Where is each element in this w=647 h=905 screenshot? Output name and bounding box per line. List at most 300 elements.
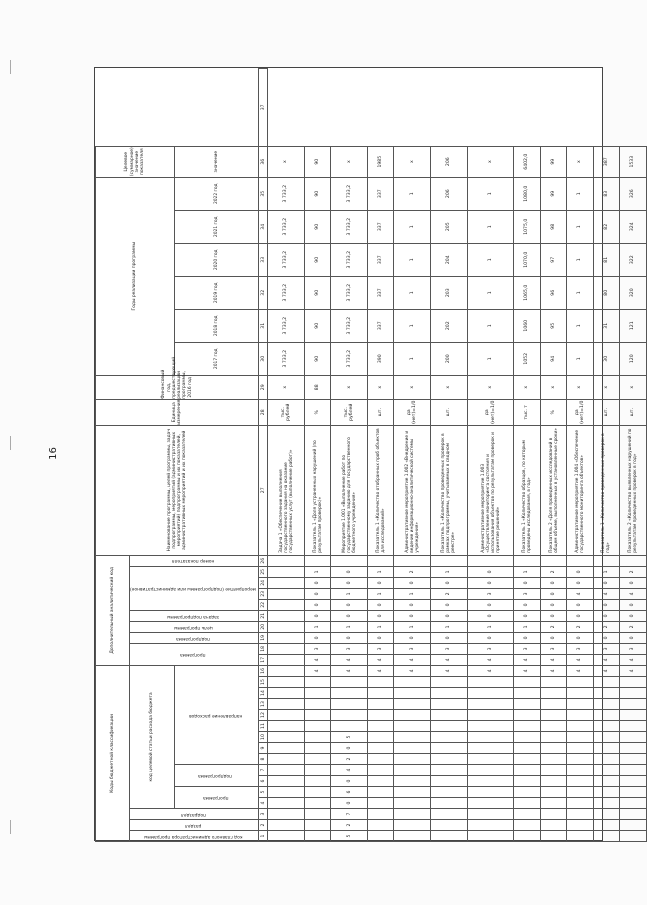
code-cell: 4 <box>514 665 540 676</box>
code-cell <box>367 688 393 699</box>
row-unit: тыс. рублей <box>331 399 368 425</box>
row-name: Административное мероприятие 1.003 «Осуществление мониторинга состояния и использования объектов по результатам проверок и принятие решений» <box>467 425 514 555</box>
row-name: Показатель 1 «Количество проведенных проверок в год» <box>593 425 619 555</box>
code-cell <box>431 820 468 831</box>
header-text: раздел <box>184 822 202 828</box>
code-cell: 4 <box>620 665 647 676</box>
row-year-value: 206 <box>431 177 468 210</box>
row-year-value: 80 <box>593 276 619 309</box>
code-cell: 0 <box>304 588 330 599</box>
code-cell <box>567 820 593 831</box>
column-number: 31 <box>259 309 268 342</box>
code-cell: 4 <box>540 654 566 665</box>
row-year-value: 1 <box>394 276 431 309</box>
header-cell: Единица измерения <box>96 399 259 425</box>
code-cell <box>620 754 647 765</box>
code-cell <box>467 809 514 820</box>
code-cell: 1 <box>367 566 393 577</box>
row-financial-year: х <box>367 375 393 399</box>
row-name: Административное мероприятие 1.002 «Внедрение и ведение информационно-аналитической системы учреждения» <box>394 425 431 555</box>
code-cell <box>394 820 431 831</box>
code-cell <box>620 721 647 732</box>
column-number: 35 <box>259 177 268 210</box>
code-cell <box>394 699 431 710</box>
year-header: 2017 год <box>174 342 259 375</box>
row-year-value: 90 <box>304 177 330 210</box>
code-cell: 0 <box>304 577 330 588</box>
code-cell: 0 <box>467 632 514 643</box>
row-year-value: 1 <box>467 342 514 375</box>
code-cell <box>593 677 619 688</box>
row-year-value: 1052 <box>514 342 540 375</box>
row-year-value: 1 <box>394 177 431 210</box>
code-cell: 5 <box>331 732 368 743</box>
row-name: Административное мероприятие 1.004 «Обеспечение государственного мониторинга объектов» <box>567 425 593 555</box>
code-cell <box>268 555 305 566</box>
code-cell: 0 <box>431 632 468 643</box>
code-cell <box>567 831 593 842</box>
column-number: 21 <box>259 610 268 621</box>
code-cell: 0 <box>431 610 468 621</box>
code-cell: 4 <box>367 665 393 676</box>
row-year-value: 1 <box>567 177 593 210</box>
code-cell <box>304 699 330 710</box>
code-cell: 0 <box>467 599 514 610</box>
column-number: 7 <box>259 765 268 776</box>
code-cell <box>540 809 566 820</box>
code-cell: 4 <box>467 665 514 676</box>
code-cell <box>367 732 393 743</box>
code-cell: 0 <box>367 610 393 621</box>
code-cell <box>367 831 393 842</box>
code-cell <box>567 809 593 820</box>
column-number: 19 <box>259 632 268 643</box>
row-year-value: 337 <box>367 243 393 276</box>
code-cell <box>593 831 619 842</box>
code-cell <box>268 699 305 710</box>
code-cell <box>431 677 468 688</box>
header-text: номер показателя <box>171 558 215 564</box>
code-cell: 3 <box>593 643 619 654</box>
row-year-value: 203 <box>431 276 468 309</box>
code-cell: 0 <box>331 599 368 610</box>
row-year-value: 1 <box>567 210 593 243</box>
code-cell: 0 <box>540 632 566 643</box>
code-cell: 0 <box>593 610 619 621</box>
margin-mark <box>10 60 11 74</box>
code-cell: 0 <box>331 798 368 809</box>
row-target: 90 <box>304 146 330 177</box>
code-cell <box>593 555 619 566</box>
code-cell: 0 <box>304 632 330 643</box>
code-cell: 4 <box>331 665 368 676</box>
row-year-value: 90 <box>304 309 330 342</box>
code-cell: 4 <box>304 665 330 676</box>
code-cell: 0 <box>514 632 540 643</box>
code-cell <box>367 787 393 798</box>
code-cell: 0 <box>593 577 619 588</box>
code-cell: 1 <box>394 588 431 599</box>
header-cell <box>130 831 259 842</box>
column-number: 18 <box>259 643 268 654</box>
code-cell: 1 <box>367 588 393 599</box>
code-cell: 0 <box>514 610 540 621</box>
column-number: 34 <box>259 210 268 243</box>
row-year-value: 324 <box>620 210 647 243</box>
code-cell: 1 <box>394 621 431 632</box>
code-cell <box>593 809 619 820</box>
code-cell <box>268 677 305 688</box>
code-cell <box>394 787 431 798</box>
code-cell <box>268 798 305 809</box>
code-cell <box>467 721 514 732</box>
row-year-value: 3 733,2 <box>268 342 305 375</box>
code-cell: 4 <box>367 654 393 665</box>
program-table <box>95 68 647 842</box>
margin-mark <box>10 436 11 450</box>
row-year-value: 98 <box>540 210 566 243</box>
code-cell: 0 <box>593 599 619 610</box>
year-header: 2020 год <box>174 243 259 276</box>
table-row <box>567 69 593 842</box>
code-cell <box>394 765 431 776</box>
row-unit: да (нет)=1/0 <box>467 399 514 425</box>
code-cell: 3 <box>394 643 431 654</box>
code-cell: 1 <box>514 621 540 632</box>
code-cell <box>467 787 514 798</box>
row-target: х <box>467 146 514 177</box>
code-cell <box>268 643 305 654</box>
code-cell: 2 <box>540 566 566 577</box>
code-cell <box>304 831 330 842</box>
code-cell <box>304 677 330 688</box>
code-cell <box>467 677 514 688</box>
header-text: программа <box>202 795 229 801</box>
column-number: 24 <box>259 577 268 588</box>
header-cell <box>174 765 259 787</box>
row-year-value: 1 <box>567 276 593 309</box>
code-cell: 0 <box>367 599 393 610</box>
numbering-row <box>259 69 268 842</box>
row-year-value: 3 733,2 <box>331 210 368 243</box>
code-cell: 0 <box>514 577 540 588</box>
code-cell <box>467 820 514 831</box>
code-cell: 0 <box>620 610 647 621</box>
code-cell <box>514 721 540 732</box>
table-row <box>394 69 431 842</box>
code-cell <box>567 743 593 754</box>
row-year-value: 3 733,2 <box>268 309 305 342</box>
table-row <box>367 69 393 842</box>
row-year-value: 205 <box>431 210 468 243</box>
code-cell <box>514 820 540 831</box>
code-cell <box>467 699 514 710</box>
row-year-value: 1 <box>567 342 593 375</box>
code-cell <box>431 831 468 842</box>
row-financial-year: х <box>431 375 468 399</box>
code-cell <box>367 721 393 732</box>
code-cell <box>367 754 393 765</box>
code-cell: 3 <box>540 643 566 654</box>
row-target: 99 <box>540 146 566 177</box>
code-cell: 4 <box>331 654 368 665</box>
code-cell <box>431 743 468 754</box>
table-row <box>304 69 330 842</box>
code-cell <box>514 743 540 754</box>
code-cell <box>268 599 305 610</box>
code-cell <box>431 732 468 743</box>
header-row <box>96 69 130 842</box>
code-cell <box>268 632 305 643</box>
code-cell: 3 <box>620 643 647 654</box>
code-cell <box>593 710 619 721</box>
table-row <box>431 69 468 842</box>
code-cell: 0 <box>331 743 368 754</box>
code-cell <box>268 732 305 743</box>
row-name: Показатель 2 «Доля проведенных исследований в общем объеме, выполненных в установленные сроки» <box>540 425 566 555</box>
code-cell <box>540 677 566 688</box>
code-cell: 1 <box>304 621 330 632</box>
row-financial-year: х <box>593 375 619 399</box>
code-cell <box>540 787 566 798</box>
row-unit: шт. <box>367 399 393 425</box>
code-cell <box>567 721 593 732</box>
row-year-value: 3 733,2 <box>268 210 305 243</box>
table-row <box>467 69 514 842</box>
code-cell <box>304 732 330 743</box>
column-number: 33 <box>259 243 268 276</box>
code-cell <box>620 699 647 710</box>
code-cell <box>394 732 431 743</box>
header-cell <box>174 665 259 764</box>
code-cell <box>593 820 619 831</box>
code-cell: 0 <box>593 632 619 643</box>
code-cell <box>567 754 593 765</box>
column-number: 22 <box>259 599 268 610</box>
row-year-value: 94 <box>540 342 566 375</box>
code-cell <box>540 721 566 732</box>
code-cell: 2 <box>620 621 647 632</box>
code-cell: 1 <box>431 566 468 577</box>
code-cell <box>514 809 540 820</box>
column-number: 12 <box>259 710 268 721</box>
code-cell <box>431 787 468 798</box>
code-cell <box>268 809 305 820</box>
row-financial-year: х <box>467 375 514 399</box>
code-cell: 4 <box>431 654 468 665</box>
code-cell <box>331 555 368 566</box>
code-cell <box>467 688 514 699</box>
row-name: Показатель 1 «Количество образцов, по которым проведены исследования, в год» <box>514 425 540 555</box>
code-cell <box>540 732 566 743</box>
row-year-value: 99 <box>540 177 566 210</box>
code-cell: 0 <box>304 610 330 621</box>
column-number: 1 <box>259 831 268 842</box>
column-number: 5 <box>259 787 268 798</box>
code-cell <box>620 831 647 842</box>
code-cell <box>467 743 514 754</box>
header-cell <box>130 555 259 566</box>
code-cell <box>268 820 305 831</box>
code-cell: 1 <box>367 621 393 632</box>
row-target: 1533 <box>620 146 647 177</box>
code-cell: 0 <box>394 577 431 588</box>
code-cell <box>394 721 431 732</box>
row-name: Показатель 1 «Количество проведенных проверок в рамках подпрограммы, учитываемых в сводном реестре» <box>431 425 468 555</box>
code-cell <box>394 710 431 721</box>
header-cell: код целевой статьи расхода бюджета <box>130 665 175 808</box>
code-cell: 0 <box>431 577 468 588</box>
row-year-value: 1 <box>394 243 431 276</box>
code-cell <box>567 688 593 699</box>
code-cell <box>540 710 566 721</box>
code-cell: 0 <box>540 588 566 599</box>
code-cell <box>540 831 566 842</box>
row-year-value: 3 733,2 <box>331 342 368 375</box>
row-year-value: 97 <box>540 243 566 276</box>
code-cell: 4 <box>593 654 619 665</box>
code-cell <box>593 765 619 776</box>
row-unit: шт. <box>620 399 647 425</box>
row-year-value: 120 <box>620 342 647 375</box>
code-cell <box>593 732 619 743</box>
code-cell: 0 <box>567 599 593 610</box>
code-cell <box>268 765 305 776</box>
code-cell: 4 <box>620 654 647 665</box>
code-cell: 3 <box>467 643 514 654</box>
code-cell: 3 <box>367 643 393 654</box>
row-year-value: 90 <box>304 210 330 243</box>
code-cell: 4 <box>567 654 593 665</box>
code-cell <box>367 743 393 754</box>
code-cell <box>268 743 305 754</box>
code-cell: 0 <box>620 632 647 643</box>
row-unit: шт. <box>593 399 619 425</box>
code-cell <box>394 831 431 842</box>
row-year-value: 95 <box>540 309 566 342</box>
code-cell <box>304 743 330 754</box>
column-number: 26 <box>259 555 268 566</box>
header-cell <box>130 643 259 665</box>
row-financial-year: х <box>620 375 647 399</box>
row-year-value: 1 <box>467 276 514 309</box>
code-cell: 0 <box>620 577 647 588</box>
code-cell: 4 <box>304 654 330 665</box>
code-cell: 1 <box>467 621 514 632</box>
code-cell <box>304 787 330 798</box>
row-financial-year: 88 <box>304 375 330 399</box>
column-number: 36 <box>259 146 268 177</box>
code-cell <box>431 710 468 721</box>
code-cell <box>268 721 305 732</box>
code-cell <box>467 555 514 566</box>
header-text: направление расходов <box>188 712 243 718</box>
code-cell <box>367 699 393 710</box>
code-cell <box>467 732 514 743</box>
code-cell <box>514 732 540 743</box>
table-row <box>331 69 368 842</box>
code-cell: 0 <box>394 599 431 610</box>
code-cell <box>367 809 393 820</box>
code-cell: 3 <box>567 643 593 654</box>
code-cell <box>540 776 566 787</box>
row-year-value: 83 <box>593 177 619 210</box>
code-cell: 1 <box>431 621 468 632</box>
year-header: 2022 год <box>174 177 259 210</box>
code-cell: 0 <box>431 599 468 610</box>
row-year-value: 1 <box>394 210 431 243</box>
year-header: 2021 год <box>174 210 259 243</box>
margin-mark <box>10 820 11 834</box>
code-cell <box>620 798 647 809</box>
row-year-value: 90 <box>304 243 330 276</box>
header-cell <box>130 621 259 632</box>
code-cell: 2 <box>431 588 468 599</box>
code-cell <box>268 831 305 842</box>
column-number: 25 <box>259 566 268 577</box>
code-cell: 5 <box>331 831 368 842</box>
code-cell <box>593 776 619 787</box>
code-cell <box>620 732 647 743</box>
code-cell <box>540 765 566 776</box>
row-year-value: 1 <box>394 342 431 375</box>
code-cell <box>467 710 514 721</box>
code-cell <box>593 754 619 765</box>
header-text: мероприятие (подпрограммы или административное) <box>130 586 257 592</box>
code-cell: 0 <box>514 599 540 610</box>
header-text: цель программы <box>173 624 213 630</box>
row-target: 1985 <box>367 146 393 177</box>
code-cell <box>467 765 514 776</box>
code-cell: 3 <box>431 643 468 654</box>
code-cell <box>567 699 593 710</box>
code-cell: 3 <box>467 588 514 599</box>
code-cell <box>268 610 305 621</box>
row-target: х <box>268 146 305 177</box>
code-cell <box>331 710 368 721</box>
code-cell <box>514 831 540 842</box>
code-cell: 0 <box>304 599 330 610</box>
code-cell <box>567 765 593 776</box>
year-header: 2019 год <box>174 276 259 309</box>
code-cell <box>620 710 647 721</box>
row-name: Показатель 2 «Количество выявленных нарушений по результатам проведенных проверок в год» <box>620 425 647 555</box>
row-financial-year: х <box>514 375 540 399</box>
column-number: 16 <box>259 665 268 676</box>
row-year-value: 320 <box>620 276 647 309</box>
row-year-value: 1 <box>467 309 514 342</box>
row-year-value: 1 <box>467 210 514 243</box>
row-unit: тыс. рублей <box>268 399 305 425</box>
code-cell: 3 <box>514 643 540 654</box>
column-number: 28 <box>259 399 268 425</box>
row-name: Мероприятие 1.001 «Выполнение работ по государственному заданию для государственного бюджетного учреждения» <box>331 425 368 555</box>
row-name: Задача 1 «Обеспечение выполнения государственного задания на оказание государственных услуг (выполнение работ)» <box>268 425 305 555</box>
row-target: 387 <box>593 146 619 177</box>
code-cell <box>304 710 330 721</box>
row-unit: да (нет)=1/0 <box>567 399 593 425</box>
code-cell <box>431 699 468 710</box>
code-cell: 1 <box>514 566 540 577</box>
header-cell: Коды бюджетной классификации <box>96 665 130 841</box>
row-unit: % <box>540 399 566 425</box>
code-cell <box>268 787 305 798</box>
header-cell <box>130 809 259 820</box>
column-number: 3 <box>259 809 268 820</box>
code-cell <box>268 577 305 588</box>
row-target: х <box>394 146 431 177</box>
header-text: подпрограмма <box>175 635 211 641</box>
